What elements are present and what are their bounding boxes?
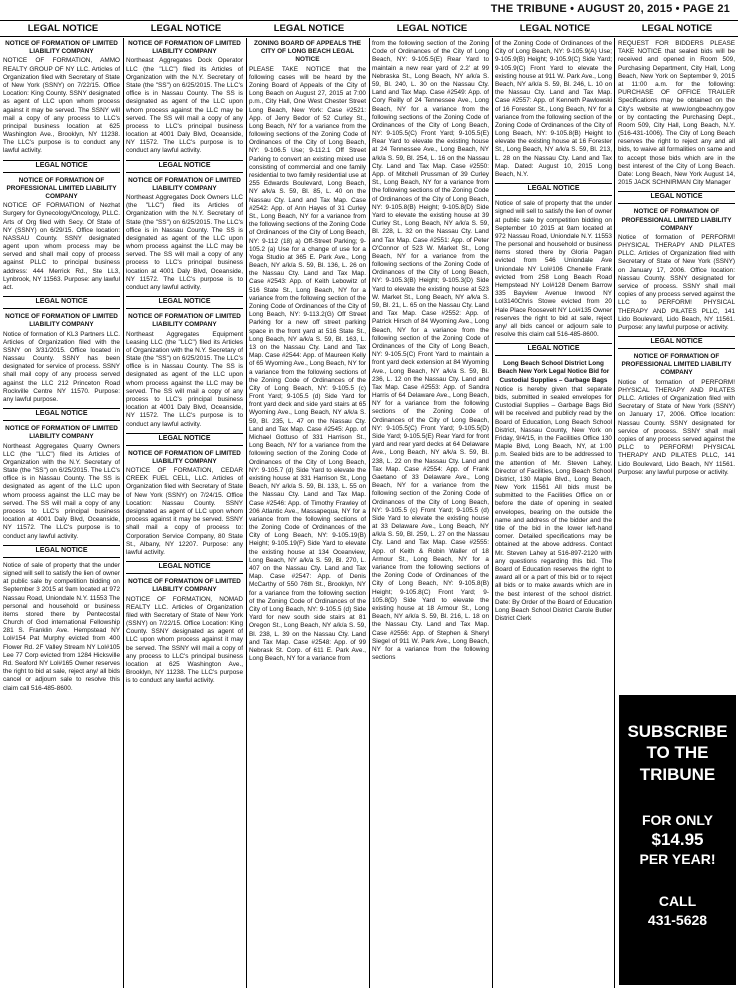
subscribe-ad xyxy=(619,695,736,985)
column-rule xyxy=(492,38,493,988)
notice-body: Notice of sale of property that the under signed will sell to satisfy the lien of owner at public sale by competition bidding on September 3 2015 at 9am located at 972 Nassau Road, Uniondale N.Y. 11553 The personal and household or business items stored there by Pentecostal Church of God international Fellowship 281 S. Franklin Ave. Hempstead NY Lol#154 Pat Murphy evicted from 400 Flower Rd. 2F Valley Stream NY Lol#105 Lee 77 Corp evicted from 1284 Hicksville Rd. Seaford NY Lol#165 Owner reserves the right to bid at sale, reject any/ all bids cancel or adjourn sale to resolve this claim call 516-485-8600. xyxy=(3,561,120,692)
notice-body: from the following section of the Zoning Code of Ordinances of the City of Long Beach, NY: 9-105.5(E) Rear Yard to maintain a new rear yard of 2.2' at 99 Nebraska St., Long Beach, NY a/k/a S. 59, Bl. 240, L. 30 on the Nassau Cty. Land and Tax Map. Case #2549: App. of Cory Reilly of 24 Tennessee Ave., Long Beach, NY for a variance from the following sections of the Zoning Code of Ordinances of the City of Long Beach, NY: 9-105.5(C) Front Yard; 9-105.5(E) Rear Yard to elevate the existing house at 24 Tennessee Ave., Long Beach, NY a/k/a S. 59, Bl. 254, L. 16 on the Nassau Cty. Land and Tax Map. Case #2550: App. of Mitchell Prussman of 39 Curley St., Long Beach, NY for a variance from the following sections of the Zoning Code of Ordinances of the City of Long Beach, NY: 9-105.8(B) Height; 9-105.8(D) Side Yard to elevate the existing house at 39 Curley St., Long Beach, NY a/k/a S. 59, Bl. 228, L. 32 on the Nassau Cty. Land and Tax Map. Case #2551: App. of Peter O'Connor of 523 W. Market St., Long Beach, NY for a variance from the following sections of the Zoning Code of Ordinances of the City of Long Beach, NY: 9-105.3(B) Height; 9-105.3(D) Side Yard to elevate the existing house at 523 W. Market St., Long Beach, NY a/k/a S. 59, Bl. 21, L. 65 on the Nassau Cty. Land and Tax Map. Case #2552: App. of Patrick Hirsch of 84 Wyoming Ave., Long Beach, NY for a variance from the following section of the Zoning Code of Ordinances of the City of Long Beach, NY: 9-105.5(C) Front Yard to maintain a front yard deck extension at 84 Wyoming Ave., Long Beach, NY a/k/a S. 59, Bl. 236, L. 12 on the Nassau Cty. Land and Tax Map. Case #2553: App. of Sandra Harris of 64 Delaware Ave., Long Beach, NY for a variance from the following sections of the Zoning Code of Ordinances of the City of Long Beach, NY: 9-105.5(C) Front Yard; 9-105.5(D) Side Yard; 9-105.5(E) Rear Yard for front yard and rear yard decks at 64 Delaware Ave., Long Beach, NY a/k/a S. 59, Bl. 238, L. 22 on the Nassau Cty. Land and Tax Map. Case #2554: App. of Frank Gaetano of 33 Delaware Ave., Long Beach, NY for a variance from the following section of the Zoning Code of Ordinances of the City of Long Beach, NY: 9-105.5 (c) Front Yard; 9-105.5 (d) Side Yard to elevate the existing house at 33 Delaware Ave., Long Beach, NY a/k/a S. 59, Bl. 259, L. 27 on the Nassau Cty. Land and Tax Map. Case #2555: App. of Keith & Robin Waller of 18 Armour St., Long Beach, NY for a variance from the following sections of the Zoning Code of Ordinances of the City of Long Beach, NY: 9-105.8(B) Height; 9-105.8(C) Front Yard; 9-105.8(D) Side Yard to elevate the existing house at 18 Armour St., Long Beach, NY a/k/a S. 59, Bl. 216, L. 18 on the Nassau Cty. Land and Tax Map. Case #2556: App. of Stephen & Sheryl Siegel of 911 W. Park Ave., Long Beach, NY for a variance from the following sections xyxy=(372,40,489,662)
notice-body: Notice is hereby given that separate bids, submitted in sealed envelopes for Custodial Supplies – Garbage Bags Bid will be received and publicly read by the Board of Education, Long Beach School District, Nassau County, New York on Friday, 9/4/15, in the Facilities Office 130 Maple Blvd, Long Beach, NY, at 1:00 p.m. Sealed bids are to be addressed to the attention of Mr. Steven Lahey, Director of Facilities, Long Beach School District, 130 Maple Blvd., Long Beach, New York 11561 All bids must be submitted to the Facilities Office on or before the date of opening in sealed envelopes, bearing on the outside the name and address of the bidder and the title of the bid in the lower left-hand corner. Detailed specifications may be obtained at the above address. Contact Mr. Steven Lahey at 516-897-2120 with any questions regarding this bid. The Board of Education reserves the right to award all or a part of this bid or to reject all bids or to make awards which are in the best interest of the school district. Date: By Order of the Board of Education Long Beach School District Carole Butler District Clerk xyxy=(495,385,612,623)
notice-title: NOTICE OF FORMATION OF PROFESSIONAL LIMITED LIABILITY COMPANY xyxy=(621,208,732,232)
page-header xyxy=(0,0,738,21)
ad-line: SUBSCRIBE xyxy=(627,722,728,741)
legal-notice-divider: LEGAL NOTICE xyxy=(3,408,120,421)
notice-body: PLEASE TAKE NOTICE that the following cases will be heard by the Zoning Board of Appeals of the City of Long Beach on August 27, 2015 at 7:00 p.m., City Hall, One West Chester Street Long Beach, New York: Case #2521: App. of Jerry Bedor of 52 Curley St., Long Beach, NY for a variance from the following sections of the Zoning Code of Ordinances of the City of Long Beach, NY: 9-106.5 Use; 9-112.1 Off Street Parking to convert an existing mixed use consisting of commercial and one family residential to two family residential use at 255 Edwards Boulevard, Long Beach, NY a/k/a S. 59, Bl. 85, L. 40 on the Nassau Cty. Land and Tax Map. Case #2542: App. of Ann Hayes of 31 Curley St., Long Beach, NY for a variance from the following sections of the Zoning Code of Ordinances of the City of Long Beach, NY: 9-112 (18) a) Off-Street Parking; 9-105.2 (a) Use for a change of use for a Yoga Studio at 365 E. Park Ave., Long Beach, NY a/k/a S. 59, Bl. 136, L. 26 on the Nassau Cty. Land and Tax Map. Case #2543: App. of Keith Lebowitz of 516 State St., Long Beach, NY for a variance from the following section of the Zoning Code of Ordinances of the City of Long Beach, NY: 9-113.2(G) Off Street Parking for a new off street parking space in the front yard at 516 State St., Long Beach, NY a/k/a S. 59, Bl. 163, L. 13 on the Nassau Cty. Land and Tax Map. Case #2544: App. of Maureen Kelly of 65 Wyoming Ave., Long Beach, NY for a variance from the following sections of the Zoning Code of Ordinances of the City of Long Beach, NY: 9-105.5 (c) Front Yard; 9-105.5 (d) Side Yard for front yard deck and side yard stairs at 65 Wyoming Ave., Long Beach, NY a/k/a S. 59, Bl. 235, L. 47 on the Nassau Cty. Land and Tax Map. Case #2545: App. of Michael Gottuso of 331 Harrison St., Long Beach, NY for a variance from the following section of the Zoning Code of Ordinances of the City of Long Beach, NY: 9-105.7 (d) Side Yard to elevate the existing house at 331 Harrison St., Long Beach, NY a/k/a S. 59, Bl. 133, L. 55 on the Nassau Cty. Land and Tax Map. Case #2546: App. of Timothy Frawley of 206 Atlantic Ave., Massapequa, NY for a variance from the following sections of the Zoning Code of Ordinances of the City of Long Beach, NY: 9-105.19(B) Height; 9-105.19(F) Side Yard to elevate the existing house at 134 Oceanview, Long Beach, NY a/k/a S. 59, Bl. 270, L. 407 on the Nassau Cty. Land and Tax Map. Case #2547: App. of Denis McCarthy of 550 76th St., Brooklyn, NY for a variance from the following section of the Zoning Code of Ordinances of the City of Long Beach, NY: 9-105.5 (d) Side Yard for new south side stairs at 81 Oregon St., Long Beach, NY a/k/a S. 59, Bl. 238, L. 39 on the Nassau Cty. Land and Tax Map. Case #2548: App. of 99 Nebrask St. Corp. of 611 E. Park Ave., Long Beach, NY for a variance from xyxy=(249,65,366,663)
ad-line: TRIBUNE xyxy=(639,764,716,784)
column-rule xyxy=(123,38,124,988)
legal-notice-divider: LEGAL NOTICE xyxy=(3,296,120,309)
notice-body: Northeast Aggregates Equipment Leasing LLC (the "LLC") filed its Articles of Organization with the N.Y. Secretary of State (the "SS") on 6/25/2015. The LLC's office is in Nassau County. The SS is designated as agent of the LLC upon whom process against the LLC may be served. The SS will mail a copy of any process to LLC's principal business location at 4001 Daly Blvd, Oceanside, NY 11572. The LLC's purpose is to conduct any lawful activity. xyxy=(126,330,243,428)
legal-notice-divider: LEGAL NOTICE xyxy=(126,561,243,574)
column-head-4: LEGAL NOTICE xyxy=(396,23,468,34)
page-header-title: THE TRIBUNE • AUGUST 20, 2015 • PAGE 21 xyxy=(490,3,730,15)
column-rule xyxy=(369,38,370,988)
notice-body: Northeast Aggregates Quarry Owners LLC (the "LLC") filed its Articles of Organization with the N.Y. Secretary of State (the "SS") on 6/25/2015. The LLC's office is in Nassau County. The SS is designated as agent of the LLC upon whom process against the LLC may be served. The SS will mail a copy of any process to LLC's principal business location at 4001 Daly Blvd, Oceanside, NY 11572. The LLC's purpose is to conduct any lawful activity. xyxy=(3,442,120,540)
column-head-6: LEGAL NOTICE xyxy=(641,23,713,34)
notice-title: NOTICE OF FORMATION OF PROFESSIONAL LIMITED LIABILITY COMPANY xyxy=(6,176,117,200)
column-rule xyxy=(246,38,247,988)
legal-notice-divider: LEGAL NOTICE xyxy=(126,160,243,173)
column-head-3: LEGAL NOTICE xyxy=(273,23,345,34)
notice-body: Northeast Aggregates Dock Operator LLC (the "LLC") filed its Articles of Organization with the N.Y. Secretary of State (the "SS") on 6/25/2015. The LLC's office is in Nassau County. The SS is designated as agent of the LLC upon whom process against the LLC may be served. The SS will mail a copy of any process to LLC's principal business location at 4001 Daly Blvd, Oceanside, NY 11572. The LLC's purpose is to conduct any lawful activity. xyxy=(126,57,243,155)
legal-notice-divider: LEGAL NOTICE xyxy=(618,191,735,204)
notice-body: Notice of sale of property that the under signed will sell to satisfy the lien of owner at public sale by competition bidding on September 10 2015 at 9am located at 972 Nassau Road, Uniondale N.Y. 11553 The personal and household or business items stored there by Gloria Pagan evicted from 546 Uniondale Ave Uniondale NY Lol#106 Chenelle Frank evicted from 258 Long Beach Road Hempstead NY Lol#128 Denem Barrow 335 Bayview Avenue Inwood NY Lol3140Chris Stowe evicted from 20 Hale Place Roosevelt NY Lol#135 Owner reserves the right to bid at sale, reject any/ all bids cancel or adjourn sale to resolve this claim call 516-485-8600. xyxy=(495,200,612,339)
legal-notice-divider: LEGAL NOTICE xyxy=(126,433,243,446)
notice-title: NOTICE OF FORMATION OF LIMITED LIABILITY COMPANY xyxy=(5,313,118,329)
ad-price: $14.95 xyxy=(651,829,704,849)
notice-title: NOTICE OF FORMATION OF LIMITED LIABILITY COMPANY xyxy=(5,40,118,56)
column-head-1: LEGAL NOTICE xyxy=(27,23,99,34)
notice-body: NOTICE OF FORMATION, CEDAR CREEK FUEL CELL, LLC. Articles of Organization filed with Secretary of State of New York (SSNY) on 7/24/15. Office Location: Nassau County. SSNY designated as agent of LLC upon whom process against it may be served. SSNY shall mail a copy of process to: Corporation Service Company, 80 State St., Albany, NY 12207. Purpose: any lawful activity. xyxy=(126,467,243,556)
legal-notice-divider: LEGAL NOTICE xyxy=(3,545,120,558)
notice-title: Long Beach School District Long Beach New York Legal Notice Bid for Custodial Supplies – Garbage Bags xyxy=(497,360,610,384)
notice-title: NOTICE OF FORMATION OF LIMITED LIABILITY COMPANY xyxy=(128,40,241,56)
ad-phone: 431-5628 xyxy=(647,911,708,928)
notice-body: Notice of formation of PERFORM! PHYSICAL THERAPY AND PILATES PLLC. Articles of Organization filed with Secretary of State of New York (SSNY) on January 17, 2006. Office location: Nassau County. SSNY designated for service of process. SSNY shall mail copies of any process served against the LLC to PERFORM! PHYSICAL THERAPY AND PILATES PLLC, 141 Lido Boulevard, Lido Beach, NY 11561. Purpose: any lawful purpose or activity. xyxy=(618,233,735,331)
column-rule xyxy=(614,38,615,988)
notice-body: Northeast Aggregates Dock Owners LLC (the "LLC") filed its Articles of Organization with the N.Y. Secretary of State (the "SS") on 6/25/2015. The LLC's office is in Nassau County. The SS is designated as agent of the LLC upon whom process against the LLC may be served. The SS will mail a copy of any process to LLC's principal business location at 4001 Daly Blvd, Oceanside, NY 11572. The LLC's purpose is to conduct any lawful activity. xyxy=(126,193,243,292)
legal-notice-divider: LEGAL NOTICE xyxy=(495,343,612,356)
ad-line: PER YEAR! xyxy=(639,851,716,868)
notice-title: NOTICE OF FORMATION OF LIMITED LIABILITY COMPANY xyxy=(128,578,241,594)
notice-title: NOTICE OF FORMATION OF PROFESSIONAL LIMITED LIABILITY COMPANY xyxy=(621,353,732,377)
notice-title: NOTICE OF FORMATION OF LIMITED LIABILITY COMPANY xyxy=(128,449,241,465)
column-head-5: LEGAL NOTICE xyxy=(519,23,591,34)
legal-notice-divider: LEGAL NOTICE xyxy=(3,160,120,173)
column-1 xyxy=(3,40,120,988)
notice-body: NOTICE OF FORMATION, NOMAD REALTY LLC. Articles of Organization filed with Secretary of State of New York (SSNY) on 7/22/15. Office Location: King County. SSNY designated as agent of LLC upon whom process against it may be served. The SSNY will mail a copy of any process to LLC's principal business location at 625 Washington Ave., Brooklyn, NY 11238. The LLC's purpose is to conduct any lawful activity. xyxy=(126,595,243,685)
legal-notice-divider: LEGAL NOTICE xyxy=(618,336,735,349)
legal-notice-divider: LEGAL NOTICE xyxy=(495,183,612,196)
notice-title: ZONING BOARD OF APPEALS THE CITY OF LONG BEACH LEGAL NOTICE xyxy=(254,40,361,64)
legal-notice-divider: LEGAL NOTICE xyxy=(126,296,243,309)
notice-body: Notice of formation of KL3 Partners LLC. Articles of Organization filed with the SSNY on 3/31/2015. Office located in Nassau County. SSNY has been designated for service of process. SSNY shall mail copy of any process served against the LLC 212 Princeton Road Rockville Centre NY 11570. Purpose: any lawful purpose. xyxy=(3,330,120,404)
ad-line: TO THE xyxy=(646,743,709,763)
notice-body: of the Zoning Code of Ordinances of the City of Long Beach, NY: 9-105.9(A) Use; 9-105.9(B) Height; 9-105.9(C) Side Yard; 9-105.9(C) Front Yard to elevate the existing house at 911 W. Park Ave., Long Beach, NY a/k/a S. 59, Bl. 246, L. 10 on the Nassau Cty. Land and Tax Map. Case #2557: App. of Kenneth Pawlowski of 16 Forester St., Long Beach, NY for a variance from the following section of the Zoning Code of Ordinances of the City of Long Beach, NY: 9-105.8(B) Height to elevate the existing house at 16 Forester St., Long Beach, NY a/k/a S. 59, Bl. 213, L. 28 on the Nassau Cty. Land and Tax Map. Dated: August 10, 2015 Long Beach, N.Y. xyxy=(495,40,612,178)
notice-body: NOTICE OF FORMATION of Nezhat Surgery for Gynecology/Oncology, PLLC. Arts of Org filed with Secy. Of State of NY (SSNY) on 6/29/15. Office location: NASSAU County. SSNY designated agent upon whom process may be served and shall mail copy of process against PLLC to principal business address: 444 Merrick Rd., Ste LL3, Lynbrook, NY 11563. Purpose: any lawful act. xyxy=(3,202,120,292)
notice-body: Notice of formation of PERFORM! PHYSICAL THERAPY AND PILATES PLLC. Articles of Organization filed with Secretary of State of New York (SSNY) on January 17, 2006. Office location: Nassau County. SSNY designated for service of process. SSNY shall mail copies of any process served against the PLLC to PERFORM! PHYSICAL THERAPY AND PILATES PLLC, 141 Lido Boulevard, Lido Beach, NY 11561. Purpose: any lawful purpose or activity. xyxy=(618,378,735,476)
column-2 xyxy=(126,40,243,988)
column-head-2: LEGAL NOTICE xyxy=(150,23,222,34)
column-6 xyxy=(618,40,735,690)
column-3 xyxy=(249,40,366,988)
notice-body: NOTICE OF FORMATION, AMMO REALTY GROUP OF NY LLC. Articles of Organization filed with Secretary of State of New York (SSNY) on 7/22/15. Office Location: King County. SSNY designated as agent of LLC upon whom process against it may be served. The SSNY will mail a copy of any process to LLC's principal business location at 625 Washington Ave., Brooklyn, NY 11238. The LLC's purpose is to conduct any lawful activity. xyxy=(3,57,120,155)
ad-line: CALL xyxy=(658,893,697,910)
column-heads xyxy=(0,22,738,37)
notice-title: NOTICE OF FORMATION OF LIMITED LIABILITY COMPANY xyxy=(128,176,241,192)
column-4 xyxy=(372,40,489,988)
notice-title: NOTICE OF FORMATION OF LIMITED LIABILITY COMPANY xyxy=(128,313,241,329)
notice-body: REQUEST FOR BIDDERS PLEASE TAKE NOTICE that sealed bids will be received and opened in Room 509, Purchasing Department, City Hall, Long Beach, New York on September 9, 2015 at 11:00 a.m. for the following: PURCHASE OF OFFICE TRAILER Specifications may be obtained on the City's website at www.longbeachny.gov or by contacting the Purchasing Dept., Room 509, City Hall, Long Beach, N.Y. (516-431-1006). The City of Long Beach reserves the right to reject any and all bids, to waive all formalities on same and to accept those bids which are in the best interest of the City of Long Beach. Date: Long Beach, New York August 14, 2015 JACK SCHNIRMAN City Manager xyxy=(618,40,735,187)
notice-title: NOTICE OF FORMATION OF LIMITED LIABILITY COMPANY xyxy=(5,425,118,441)
column-5 xyxy=(495,40,612,988)
ad-line: FOR ONLY xyxy=(641,811,714,828)
